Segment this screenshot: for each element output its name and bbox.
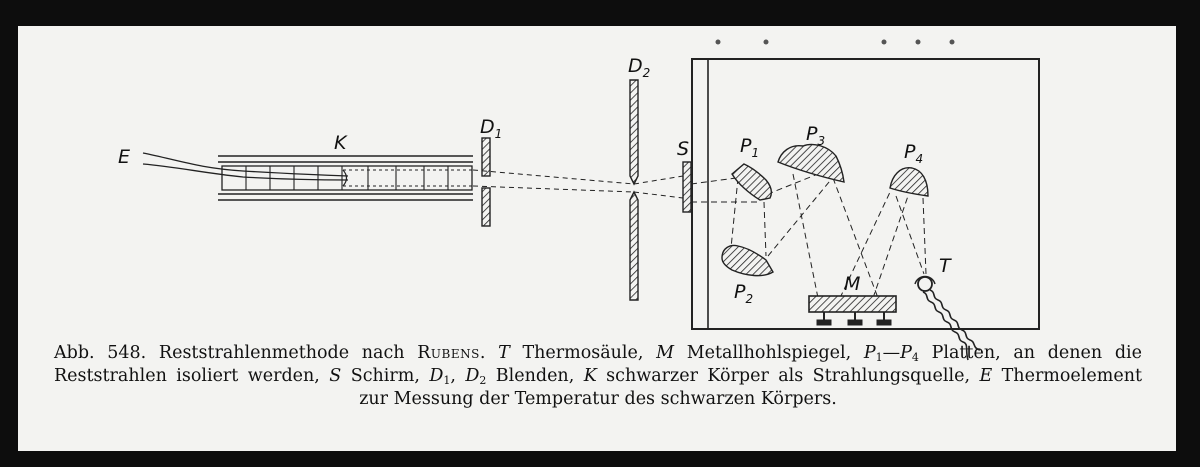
plate-p4 xyxy=(890,168,928,196)
diaphragm-d1 xyxy=(482,138,490,226)
label-p3: $P_3$ xyxy=(806,123,826,148)
label-p4: $P_4$ xyxy=(904,141,924,166)
plate-p3 xyxy=(778,144,844,182)
label-p1: $P_1$ xyxy=(740,135,760,160)
caption-line-3: zur Messung der Temperatur des schwarzen Körpers. xyxy=(359,389,837,409)
plate-p2 xyxy=(722,246,773,276)
radiation-beam xyxy=(473,170,683,198)
plate-p1 xyxy=(732,164,771,200)
figure-caption xyxy=(54,344,1142,408)
label-d1: $D_1$ xyxy=(480,116,503,141)
label-s: S xyxy=(677,138,690,160)
label-d2: $D_2$ xyxy=(628,55,651,80)
reststrahlen-beam-path xyxy=(691,174,926,298)
label-p2: $P_2$ xyxy=(734,281,754,306)
edge-marks xyxy=(716,40,955,45)
label-t: T xyxy=(939,255,951,277)
caption-line-1: Abb. 548. Reststrahlenmethode nach Rubens. T Thermosäule, M Metallhohlspiegel, $P_1—P_4$ Platten, an denen die xyxy=(54,343,1142,364)
label-k: K xyxy=(334,132,347,154)
lantern-slide-plate xyxy=(18,26,1176,451)
label-m: M xyxy=(844,273,861,295)
caption-line-2: Reststrahlen isoliert werden, S Schirm, $D_1$, $D_2$ Blenden, K schwarzer Körper als Strahlungsquelle, E Thermoelement xyxy=(54,366,1142,387)
label-e: E xyxy=(118,146,131,168)
diaphragm-d2 xyxy=(630,80,638,300)
concave-mirror-m xyxy=(809,296,896,325)
screen-s xyxy=(683,162,691,212)
